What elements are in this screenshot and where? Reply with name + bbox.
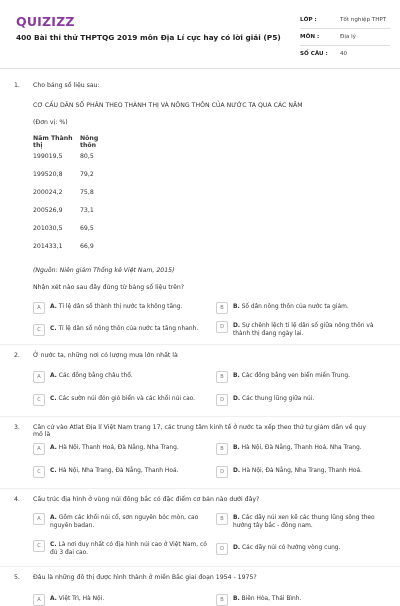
option-letter: D. [233,468,241,474]
meta-value: 40 [340,51,348,57]
option-a[interactable] [33,444,208,455]
option-letter: D. [233,323,241,329]
meta-value: Địa lý [340,34,356,40]
option-text: Hà Nội, Thanh Hoá, Đà Nẵng, Nha Trang. [58,445,179,451]
option-b[interactable] [216,514,386,530]
header-divider [0,68,400,69]
option-letter: C. [50,542,57,548]
question-text: Cho bảng số liệu sau: [33,82,100,89]
option-letter: C. [50,326,57,332]
table-cell: 69,5 [80,225,94,232]
option-marker: B [216,302,228,314]
option-letter: B. [233,373,240,379]
option-letter: C. [50,396,57,402]
option-marker: A [33,594,45,606]
option-letter: A. [50,304,57,310]
option-text: Các thung lũng giữa núi. [242,396,315,402]
option-b[interactable] [216,444,391,455]
option-letter: B. [233,515,240,521]
option-b[interactable] [216,372,386,383]
option-letter: B. [233,596,240,602]
option-text: Hà Nội, Nha Trang, Đà Nẵng, Thanh Hoá. [58,468,179,474]
table-cell: 201030,5 [33,225,63,232]
option-text: Tỉ lệ dân số nông thôn của nước ta tăng nhanh. [58,326,199,332]
question-divider [0,566,400,567]
meta-row-subject [300,29,390,46]
option-text: Sự chênh lệch tỉ lệ dân số giữa nông thôn và thành thị đang ngày lại. [233,323,374,337]
meta-table [300,12,390,62]
option-letter: A. [50,596,57,602]
option-marker: A [33,513,45,525]
option-marker: C [33,466,45,478]
table-cell: 79,2 [80,171,94,178]
option-a[interactable] [33,595,208,606]
table-cell: 73,1 [80,207,94,214]
option-text: Hà Nội, Đà Nẵng, Thanh Hoá, Nha Trang. [241,445,362,451]
option-text: Hà Nội, Đà Nẵng, Nha Trang, Thanh Hoá. [242,468,362,474]
table-cell: 75,8 [80,189,94,196]
question-text: Cấu trúc địa hình ở vùng núi đông bắc có đặc điểm cơ bản nào dưới đây? [33,496,260,503]
option-letter: A. [50,445,57,451]
option-a[interactable] [33,514,211,530]
option-text: Là nơi duy nhất có địa hình núi cao ở Việt Nam, có đủ 3 đai cao. [50,542,207,556]
option-marker: B [216,443,228,455]
meta-label: SỐ CÂU : [300,51,328,57]
option-text: Các dãy núi có hướng vòng cung. [242,545,341,551]
option-marker: B [216,371,228,383]
question-2 [0,352,400,412]
question-number: 1. [14,82,20,89]
option-marker: D [216,466,228,478]
option-text: Các đồng bằng châu thổ. [58,373,133,379]
question-text: Ở nước ta, những nơi có lượng mưa lớn nhất là [33,352,178,359]
table-cell: 199520,8 [33,171,63,178]
option-letter: B. [233,445,240,451]
option-text: Gồm các khối núi cổ, sơn nguyên bóc mòn, cao nguyên badan. [50,515,199,529]
option-b[interactable] [216,595,386,606]
option-c[interactable] [33,325,213,336]
question-number: 5. [14,574,20,581]
table-cell: 66,9 [80,243,94,250]
quizizz-logo: QUIZIZZ [16,14,75,29]
table-cell: 201433,1 [33,243,63,250]
option-b[interactable] [216,303,386,314]
header [0,0,400,64]
option-marker: A [33,302,45,314]
option-text: Các dãy núi xen kẽ các thung lũng sông theo hướng tây bắc - đông nam. [233,515,375,529]
question-number: 4. [14,496,20,503]
option-d[interactable] [216,467,391,478]
meta-value: Tốt nghiệp THPT [340,17,387,23]
option-marker: B [216,513,228,525]
option-marker: A [33,371,45,383]
option-letter: B. [233,304,240,310]
option-text: Số dân nông thôn của nước ta giảm. [241,304,349,310]
option-marker: D [216,321,228,333]
table-cell: 200024,2 [33,189,63,196]
question-5 [0,574,400,603]
option-d[interactable] [216,544,386,555]
option-text: Tỉ lệ dân số thành thị nước ta không tăng. [58,304,183,310]
question-number: 2. [14,352,20,359]
table-header-b: Nông thôn [80,135,99,149]
option-c[interactable] [33,541,211,557]
option-d[interactable] [216,395,386,406]
question-4 [0,496,400,568]
question-text: Căn cứ vào Atlat Địa lí Việt Nam trang 17, các trung tâm kinh tế ở nước ta xếp theo thứ tự giảm dần về quy mô là [33,424,366,438]
option-marker: D [216,543,228,555]
option-marker: D [216,394,228,406]
option-a[interactable] [33,372,208,383]
option-marker: B [216,594,228,606]
option-c[interactable] [33,467,208,478]
table-cell: 80,5 [80,153,94,160]
table-unit: (Đơn vị: %) [33,119,68,126]
option-text: Biên Hòa, Thái Bình. [241,596,302,602]
question-1 [0,82,400,342]
meta-row-class [300,12,390,29]
source-note: (Nguồn: Niên giám Thống kê Việt Nam, 2015) [33,267,175,274]
question-prompt: Nhận xét nào sau đây đúng từ bảng số liệu trên? [33,284,185,291]
option-marker: A [33,443,45,455]
question-text: Đâu là những đô thị được hình thành ở miền Bắc giai đoạn 1954 - 1975? [33,574,257,581]
question-3 [0,424,400,484]
option-marker: C [33,540,45,552]
option-text: Việt Trì, Hà Nội. [58,596,105,602]
meta-row-count [300,46,390,62]
option-d[interactable] [216,322,386,338]
table-cell: 199019,5 [33,153,63,160]
question-divider [0,416,400,417]
option-letter: A. [50,515,57,521]
table-cell: 200526,9 [33,207,63,214]
option-marker: C [33,324,45,336]
option-letter: C. [50,468,57,474]
option-text: Các đồng bằng ven biển miền Trung. [241,373,350,379]
option-marker: C [33,394,45,406]
option-letter: A. [50,373,57,379]
table-title: CƠ CẤU DÂN SỐ PHÂN THEO THÀNH THỊ VÀ NÔNG THÔN CỦA NƯỚC TA QUA CÁC NĂM [33,102,303,109]
option-letter: D. [233,545,241,551]
option-a[interactable] [33,303,208,314]
meta-label: MÔN : [300,34,320,40]
option-letter: D. [233,396,241,402]
question-divider [0,488,400,489]
option-text: Các sườn núi đón gió biển và các khối núi cao. [58,396,196,402]
option-c[interactable] [33,395,213,406]
table-header-a: Năm Thành thị [33,135,73,149]
document-title: 400 Bài thi thử THPTQG 2019 môn Địa Lí cực hay có lời giải (P5) [16,33,281,42]
question-divider [0,344,400,345]
meta-label: LỚP : [300,17,317,23]
question-number: 3. [14,424,20,431]
